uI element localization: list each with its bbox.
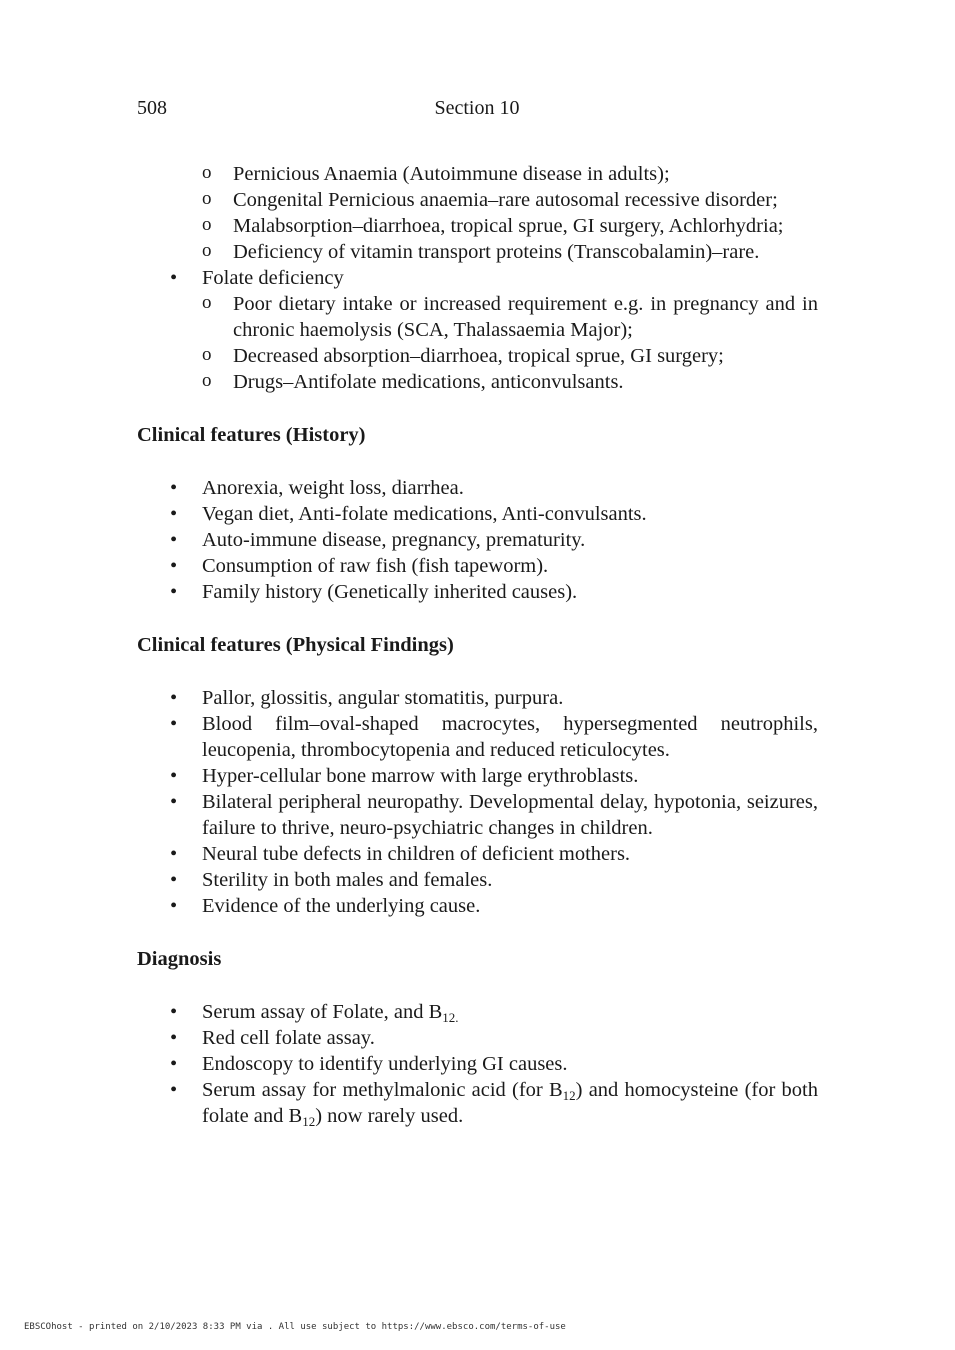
list-item: • Serum assay for methylmalonic acid (for $B_{12}$) and homocysteine (for both folate and $B_{12}$) now rarely used.	[137, 1077, 818, 1129]
list-item: o Decreased absorption–diarrhoea, tropical sprue, GI surgery;	[233, 343, 818, 369]
list-item: • Serum assay of Folate, and $B_{12.}$	[137, 999, 818, 1025]
b12-cause-list	[233, 161, 818, 265]
footer-notice: EBSCOhost - printed on 2/10/2023 8:33 PM via . All use subject to https://www.ebsco.com/terms-of-use	[24, 1322, 566, 1332]
list-item: • Consumption of raw fish (fish tapeworm).	[137, 553, 818, 579]
history-list	[137, 475, 818, 605]
folate-list	[137, 265, 818, 395]
list-item: • Family history (Genetically inherited causes).	[137, 579, 818, 605]
physical-heading: Clinical features (Physical Findings)	[137, 634, 454, 656]
page-number: 508	[137, 97, 167, 119]
list-item: • Sterility in both males and females.	[137, 867, 818, 893]
section-title: Section 10	[434, 97, 520, 119]
list-item: • Evidence of the underlying cause.	[137, 893, 818, 919]
list-item: o Pernicious Anaemia (Autoimmune disease in adults);	[233, 161, 818, 187]
page-content	[137, 161, 818, 1129]
list-item: • Pallor, glossitis, angular stomatitis, purpura.	[137, 685, 818, 711]
list-item: • Auto-immune disease, pregnancy, prematurity.	[137, 527, 818, 553]
list-item: • Blood film–oval-shaped macrocytes, hypersegmented neutrophils, leucopenia, thrombocytopenia and reduced reticulocytes.	[137, 711, 818, 763]
physical-list	[137, 685, 818, 919]
list-item: • Bilateral peripheral neuropathy. Developmental delay, hypotonia, seizures, failure to thrive, neuro-psychiatric changes in children.	[137, 789, 818, 841]
diagnosis-heading: Diagnosis	[137, 948, 222, 970]
list-item: o Congenital Pernicious anaemia–rare autosomal recessive disorder;	[233, 187, 818, 213]
list-item	[137, 265, 818, 395]
diagnosis-list	[137, 999, 818, 1129]
list-item: o Poor dietary intake or increased requirement e.g. in pregnancy and in chronic haemolysis (SCA, Thalassaemia Major);	[233, 291, 818, 343]
list-item: o Deficiency of vitamin transport proteins (Transcobalamin)–rare.	[233, 239, 818, 265]
list-item: • Red cell folate assay.	[137, 1025, 818, 1051]
list-item: o Malabsorption–diarrhoea, tropical sprue, GI surgery, Achlorhydria;	[233, 213, 818, 239]
folate-cause-list	[233, 291, 818, 395]
list-item: • Anorexia, weight loss, diarrhea.	[137, 475, 818, 501]
list-item: o Drugs–Antifolate medications, anticonvulsants.	[233, 369, 818, 395]
history-heading: Clinical features (History)	[137, 424, 366, 446]
folate-label: • Folate deficiency	[202, 267, 344, 289]
list-item: • Vegan diet, Anti-folate medications, Anti-convulsants.	[137, 501, 818, 527]
list-item: • Neural tube defects in children of deficient mothers.	[137, 841, 818, 867]
list-item: • Hyper-cellular bone marrow with large erythroblasts.	[137, 763, 818, 789]
list-item: • Endoscopy to identify underlying GI causes.	[137, 1051, 818, 1077]
